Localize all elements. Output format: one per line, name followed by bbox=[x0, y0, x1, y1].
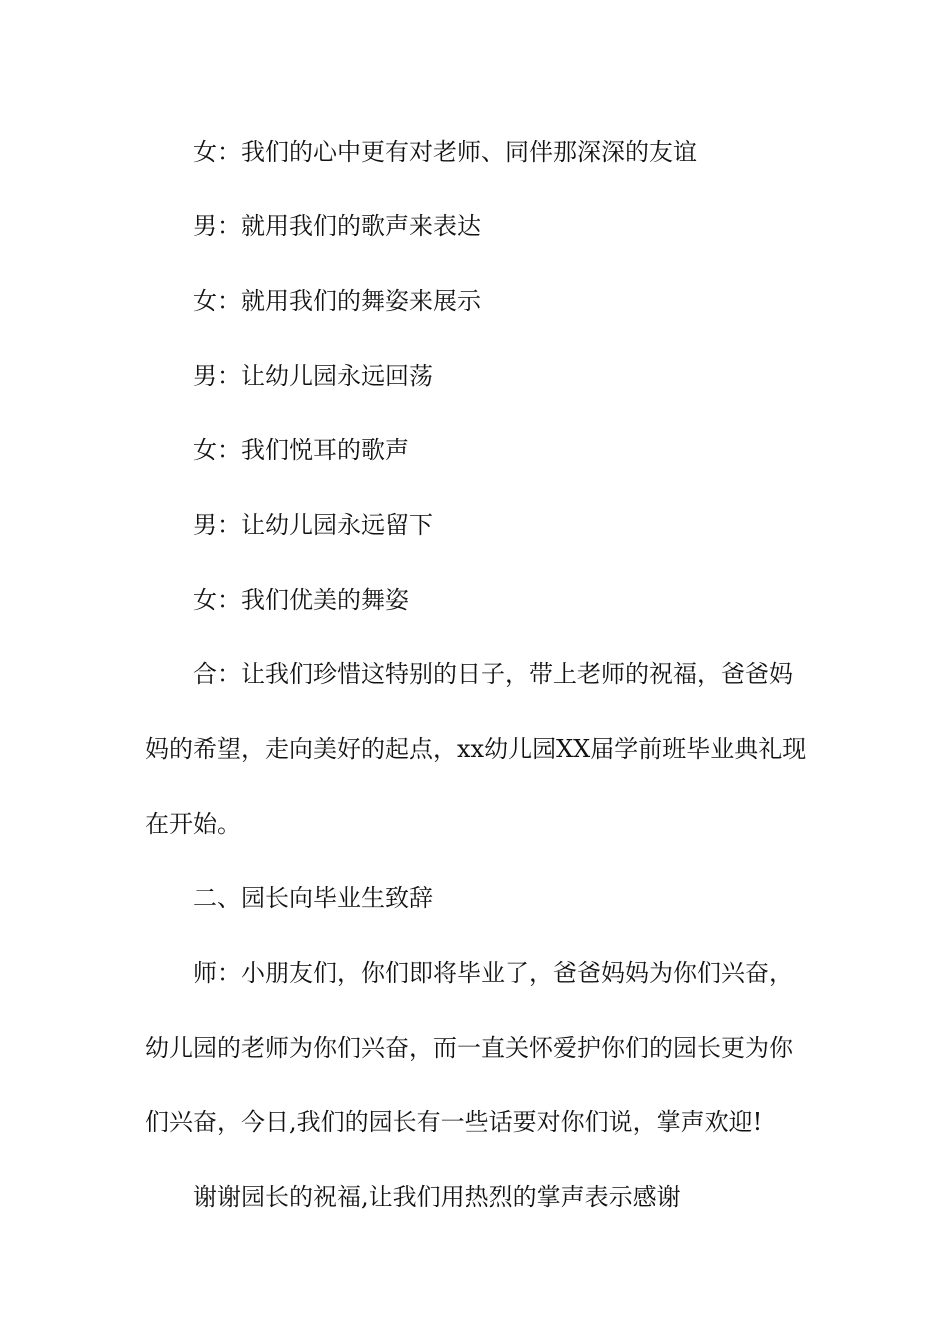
teacher-line-2: 幼儿园的老师为你们兴奋，而一直关怀爱护你们的园长更为你 bbox=[145, 1034, 793, 1062]
dialogue-line-male-2: 男：让幼儿园永远回荡 bbox=[193, 362, 433, 390]
teacher-line-1: 师：小朋友们，你们即将毕业了，爸爸妈妈为你们兴奋， bbox=[193, 959, 793, 987]
dialogue-line-female-3: 女：我们悦耳的歌声 bbox=[193, 436, 409, 464]
dialogue-line-female-1: 女：我们的心中更有对老师、同伴那深深的友谊 bbox=[193, 138, 697, 166]
section-heading: 二、园长向毕业生致辞 bbox=[193, 884, 433, 912]
dialogue-line-male-3: 男：让幼儿园永远留下 bbox=[193, 511, 433, 539]
thanks-line: 谢谢园长的祝福,让我们用热烈的掌声表示感谢 bbox=[193, 1183, 681, 1211]
teacher-line-3: 们兴奋，今日,我们的园长有一些话要对你们说，掌声欢迎! bbox=[145, 1108, 763, 1136]
chorus-line-3: 在开始。 bbox=[145, 810, 241, 838]
dialogue-line-male-1: 男：就用我们的歌声来表达 bbox=[193, 212, 481, 240]
chorus-line-1: 合：让我们珍惜这特别的日子，带上老师的祝福，爸爸妈 bbox=[193, 660, 793, 688]
chorus-line-2: 妈的希望，走向美好的起点，xx幼儿园XX届学前班毕业典礼现 bbox=[145, 735, 807, 763]
dialogue-line-female-4: 女：我们优美的舞姿 bbox=[193, 586, 409, 614]
dialogue-line-female-2: 女：就用我们的舞姿来展示 bbox=[193, 287, 481, 315]
